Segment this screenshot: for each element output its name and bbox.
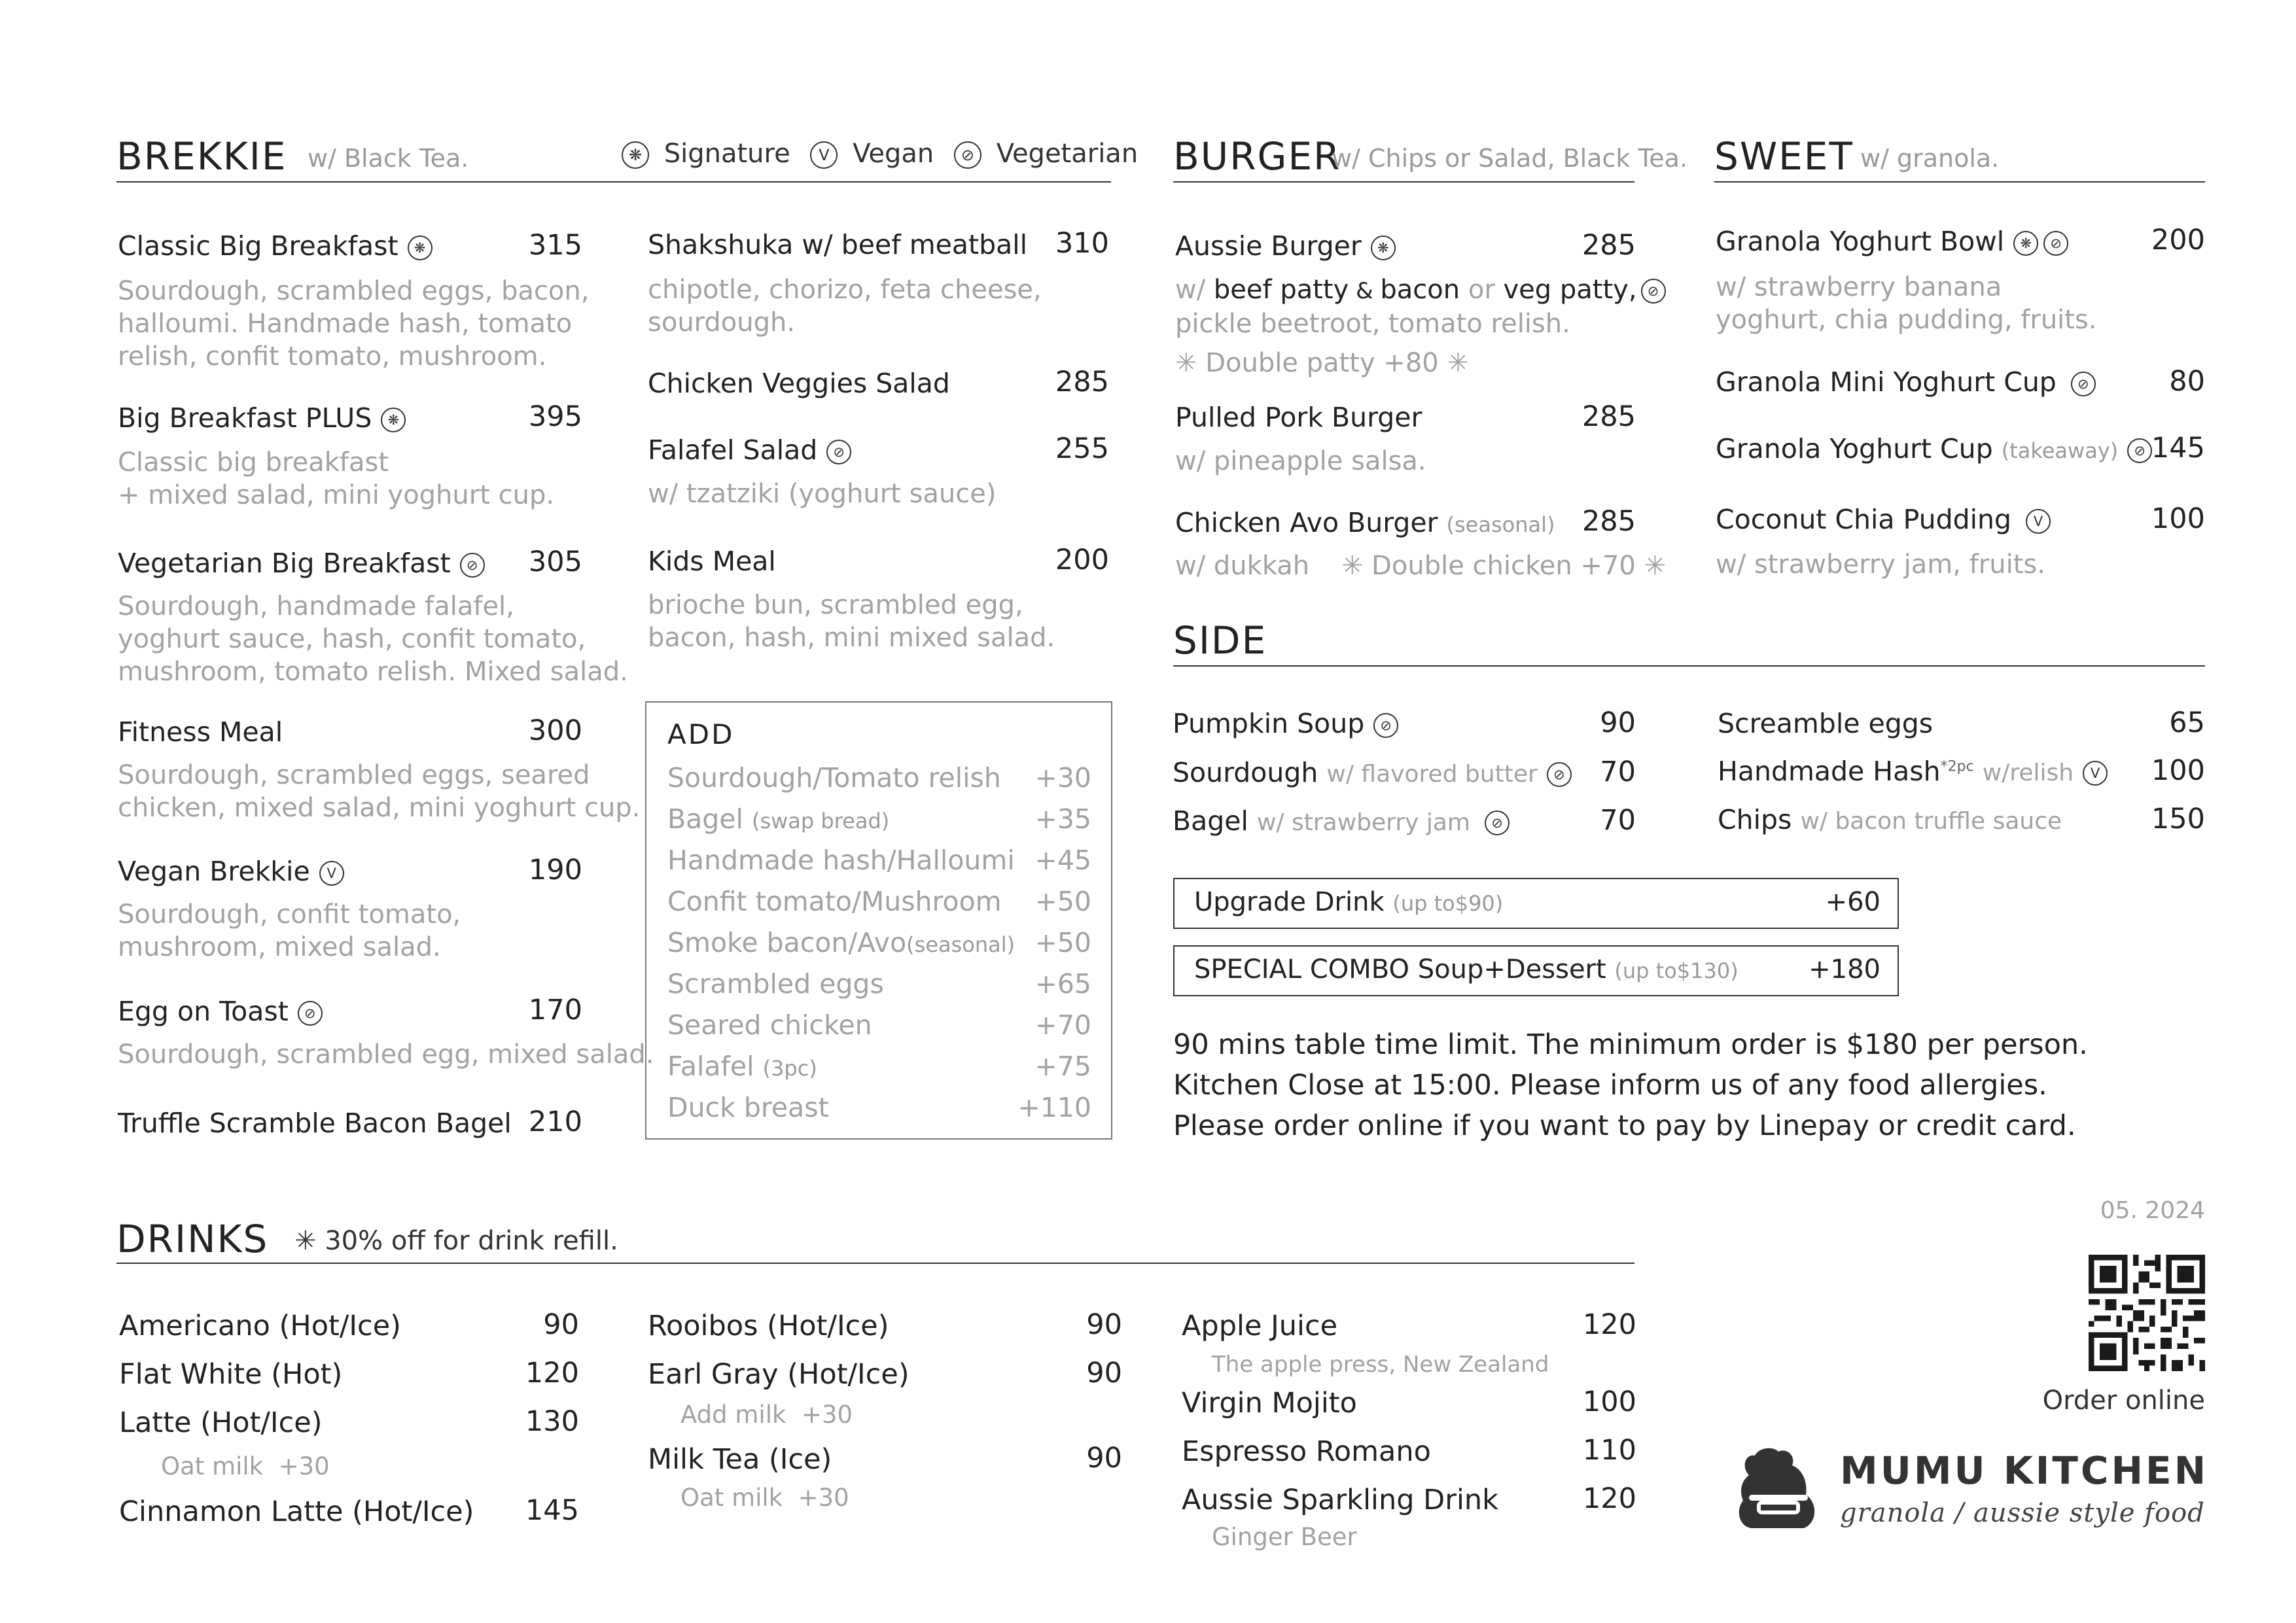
item-pulled-pork-burger	[1175, 402, 1422, 433]
vegetarian-icon: ⊘	[1641, 279, 1666, 304]
item-price: 80	[2169, 365, 2205, 398]
item-description	[648, 273, 1042, 339]
legend	[622, 139, 1138, 169]
item-description	[118, 275, 589, 373]
item-note: w/ strawberry jam	[1256, 809, 1470, 836]
item-name: Handmade Hash	[1718, 756, 1941, 787]
sweet-subtitle: w/ granola.	[1860, 144, 2000, 173]
signature-icon: ❋	[408, 236, 433, 260]
desc-line: Sourdough, handmade falafel,	[118, 591, 514, 621]
item-price: 285	[1581, 400, 1636, 433]
side-item	[1173, 708, 1398, 739]
burger-subtitle: w/ Chips or Salad, Black Tea.	[1332, 144, 1688, 173]
item-name: Truffle Scramble Bacon Bagel	[118, 1108, 512, 1139]
add-item	[667, 1092, 1091, 1123]
item-aussie-burger	[1175, 230, 1396, 262]
vegetarian-icon: ⊘	[2071, 372, 2096, 396]
add-item	[667, 1009, 1091, 1041]
signature-icon: ❋	[622, 141, 649, 169]
item-description	[1716, 271, 2097, 336]
drink-item: Virgin Mojito	[1182, 1387, 1357, 1420]
signature-icon: ❋	[381, 408, 406, 432]
vegetarian-icon: ⊘	[2043, 231, 2068, 256]
vegetarian-icon: ⊘	[1373, 713, 1398, 738]
item-truffle-scramble-bacon-bagel	[118, 1108, 512, 1139]
item-name: Coconut Chia Pudding	[1716, 504, 2012, 535]
item-name: Big Breakfast PLUS	[118, 402, 372, 434]
item-name: Kids Meal	[648, 546, 776, 577]
item-name: Granola Yoghurt Bowl	[1716, 226, 2005, 257]
add-item-note: (seasonal)	[906, 932, 1016, 957]
info-line: Kitchen Close at 15:00. Please inform us of any food allergies.	[1173, 1069, 2047, 1102]
item-price: 70	[1600, 756, 1636, 788]
brand-name: MUMU KITCHEN	[1840, 1448, 2209, 1493]
item-description	[118, 1038, 654, 1071]
add-item	[667, 886, 1091, 917]
item-granola-yoghurt-bowl	[1716, 226, 2068, 257]
item-egg-on-toast	[118, 996, 323, 1027]
info-line: Please order online if you want to pay by Linepay or credit card.	[1173, 1109, 2076, 1142]
item-name: Granola Mini Yoghurt Cup	[1716, 366, 2057, 398]
drink-price: 130	[525, 1405, 579, 1438]
item-price: 210	[528, 1106, 582, 1138]
drink-option	[680, 1401, 853, 1429]
add-item-name: Falafel	[667, 1051, 754, 1082]
item-note: (seasonal)	[1446, 512, 1555, 537]
info-notes	[1173, 1024, 2088, 1146]
item-description	[1175, 550, 1666, 582]
side-item	[1173, 757, 1572, 788]
desc-line: chicken, mixed salad, mini yoghurt cup.	[118, 793, 641, 823]
item-price: 70	[1600, 804, 1636, 837]
desc-line: Sourdough, confit tomato,	[118, 899, 461, 930]
desc-line: w/ tzatziki (yoghurt sauce)	[648, 479, 997, 509]
item-price: 395	[528, 400, 582, 433]
qr-code[interactable]	[2089, 1255, 2205, 1374]
side-item	[1718, 756, 2108, 787]
side-item	[1718, 708, 1933, 739]
item-name: Fitness Meal	[118, 716, 283, 748]
drinks-rule	[116, 1263, 1634, 1264]
item-price: 285	[1581, 229, 1636, 262]
item-superscript: *2pc	[1940, 758, 1974, 775]
drink-price: 90	[543, 1308, 579, 1341]
desc-line: yoghurt sauce, hash, confit tomato,	[118, 624, 586, 654]
item-note: w/ flavored butter	[1326, 761, 1538, 788]
item-big-breakfast-plus	[118, 402, 406, 434]
desc-line: halloumi. Handmade hash, tomato	[118, 309, 573, 339]
desc-line: bacon, hash, mini mixed salad.	[648, 623, 1055, 653]
drink-price: 90	[1086, 1442, 1122, 1475]
item-name: Granola Yoghurt Cup	[1716, 433, 1993, 464]
desc-line	[1175, 273, 1666, 307]
add-item-name: Duck breast	[667, 1092, 829, 1123]
desc-line: Sourdough, scrambled egg, mixed salad.	[118, 1039, 654, 1070]
item-price: 150	[2151, 803, 2205, 835]
drink-subtitle: Ginger Beer	[1212, 1523, 1357, 1551]
item-price: 285	[1055, 366, 1109, 398]
item-price: 100	[2151, 502, 2205, 535]
add-item-note: (swap bread)	[751, 809, 890, 833]
drink-item: Latte (Hot/Ice)	[119, 1406, 323, 1439]
drink-option	[680, 1484, 849, 1512]
vegan-icon: V	[810, 141, 838, 169]
add-item-price: +50	[1034, 886, 1091, 917]
add-item-name: Confit tomato/Mushroom	[667, 886, 1002, 917]
add-item-name: Scrambled eggs	[667, 968, 884, 1000]
desc-line: chipotle, chorizo, feta cheese,	[648, 275, 1042, 305]
add-item	[667, 803, 1091, 835]
add-item-price: +70	[1034, 1009, 1091, 1041]
drink-price: 120	[1582, 1308, 1636, 1341]
item-price: 305	[528, 546, 582, 578]
desc-line: ✳ Double patty +80 ✳	[1175, 348, 1469, 378]
drink-item: Cinnamon Latte (Hot/Ice)	[119, 1495, 474, 1528]
item-name: Shakshuka w/ beef meatball	[648, 229, 1028, 260]
signature-icon: ❋	[2013, 231, 2038, 256]
legend-vegetarian: Vegetarian	[996, 139, 1139, 169]
drink-subtitle: The apple press, New Zealand	[1212, 1352, 1549, 1378]
item-price: 190	[528, 854, 582, 886]
menu-date: 05. 2024	[2100, 1197, 2205, 1224]
desc-amp: &	[1349, 278, 1381, 304]
desc-line: yoghurt, chia pudding, fruits.	[1716, 305, 2097, 335]
desc-line: w/ strawberry jam, fruits.	[1716, 550, 2045, 580]
vegetarian-icon: ⊘	[826, 440, 851, 464]
item-name: Chicken Veggies Salad	[648, 368, 950, 399]
item-description	[1716, 548, 2045, 581]
combo-name2: Dessert	[1505, 954, 1606, 985]
item-chicken-veggies-salad	[648, 368, 950, 399]
item-name: Screamble eggs	[1718, 708, 1934, 739]
item-note: w/relish	[1982, 759, 2074, 786]
desc-w: w/	[1175, 275, 1214, 305]
add-item-price: +75	[1034, 1051, 1091, 1082]
vegetarian-icon: ⊘	[1485, 811, 1510, 835]
item-price: 170	[528, 994, 582, 1026]
item-coconut-chia-pudding	[1716, 504, 2051, 535]
signature-icon: ❋	[1371, 236, 1396, 260]
add-item-name: Sourdough/Tomato relish	[667, 762, 1001, 794]
legend-signature: Signature	[663, 139, 790, 169]
desc-line: Sourdough, scrambled eggs, seared	[118, 760, 590, 790]
combo-label	[1194, 954, 1739, 985]
desc-or: or	[1460, 275, 1504, 305]
add-item-price: +50	[1034, 927, 1091, 958]
item-description	[118, 590, 628, 688]
combo-note: (up to$130)	[1614, 958, 1739, 983]
item-name: Chicken Avo Burger	[1175, 507, 1438, 538]
item-chicken-avo-burger	[1175, 507, 1555, 538]
drinks-subtitle: ✳ 30% off for drink refill.	[294, 1226, 618, 1256]
brekkie-subtitle: w/ Black Tea.	[308, 144, 469, 173]
desc-veg-patty: veg patty,	[1503, 275, 1637, 305]
item-description	[118, 446, 554, 512]
order-online-label: Order online	[2042, 1386, 2205, 1416]
drinks-title: DRINKS	[116, 1217, 269, 1261]
drink-item: Americano (Hot/Ice)	[119, 1310, 401, 1342]
vegan-icon: V	[2026, 509, 2051, 534]
desc-line: mushroom, mixed salad.	[118, 932, 441, 962]
brekkie-title: BREKKIE	[116, 134, 287, 179]
upgrade-name: Upgrade Drink	[1194, 887, 1385, 917]
desc-line: Sourdough, scrambled eggs, bacon,	[118, 276, 590, 306]
brand-tagline: granola / aussie style food	[1840, 1498, 2205, 1528]
desc-line: w/ dukkah	[1175, 551, 1310, 581]
item-price: 285	[1581, 505, 1636, 538]
item-vegan-brekkie	[118, 856, 344, 887]
desc-line: sourdough.	[648, 307, 796, 338]
desc-line: w/ strawberry banana	[1716, 272, 2002, 302]
item-price: 310	[1055, 227, 1109, 260]
side-title: SIDE	[1173, 618, 1267, 663]
drink-price: 90	[1086, 1308, 1122, 1341]
item-note: (takeaway)	[2001, 438, 2119, 463]
drink-price: 110	[1582, 1434, 1636, 1467]
item-price: 90	[1600, 707, 1636, 739]
item-price: 200	[1055, 544, 1109, 576]
drink-item: Espresso Romano	[1182, 1435, 1431, 1468]
add-item-price: +110	[1017, 1092, 1091, 1123]
item-price: 200	[2151, 224, 2205, 256]
item-name: Classic Big Breakfast	[118, 230, 398, 262]
vegetarian-icon: ⊘	[954, 141, 981, 169]
combo-name: SPECIAL COMBO Soup	[1194, 954, 1484, 985]
drink-price: 90	[1086, 1357, 1122, 1389]
drink-item: Flat White (Hot)	[119, 1358, 343, 1391]
drink-price: 120	[525, 1357, 579, 1389]
drink-option-name: Add milk	[680, 1401, 786, 1429]
item-price: 145	[2151, 432, 2205, 464]
add-item-price: +65	[1034, 968, 1091, 1000]
add-item-price: +45	[1034, 845, 1091, 876]
upgrade-price: +60	[1825, 887, 1881, 917]
item-description	[648, 478, 996, 510]
desc-bacon: bacon	[1380, 275, 1460, 305]
drink-item: Apple Juice	[1182, 1310, 1338, 1342]
desc-line: + mixed salad, mini yoghurt cup.	[118, 480, 555, 510]
item-price: 255	[1055, 432, 1109, 465]
vegan-icon: V	[319, 861, 344, 886]
drink-option-name: Oat milk	[680, 1484, 783, 1512]
item-price: 100	[2151, 754, 2205, 787]
desc-line: Classic big breakfast	[118, 447, 389, 478]
special-combo-box	[1173, 945, 1899, 996]
item-description	[1175, 273, 1666, 379]
desc-line: mushroom, tomato relish. Mixed salad.	[118, 657, 628, 687]
item-kids-meal	[648, 546, 776, 577]
sweet-rule	[1714, 181, 2205, 183]
add-item-name: Handmade hash/Halloumi	[667, 845, 1015, 876]
add-item-name: Seared chicken	[667, 1009, 872, 1041]
add-item	[667, 927, 1091, 958]
item-granola-yoghurt-cup	[1716, 433, 2152, 464]
drink-option-price: +30	[801, 1401, 853, 1429]
item-description	[648, 589, 1055, 654]
upgrade-drink-box	[1173, 878, 1899, 929]
item-name: Pumpkin Soup	[1173, 708, 1365, 739]
item-description	[1175, 445, 1426, 478]
item-description	[118, 759, 640, 824]
drink-item: Milk Tea (Ice)	[648, 1443, 832, 1476]
add-item	[667, 1051, 1091, 1082]
item-description	[118, 898, 461, 964]
item-price: 300	[528, 714, 582, 747]
side-item	[1173, 805, 1510, 837]
item-price: 315	[528, 229, 582, 262]
vegetarian-icon: ⊘	[1547, 762, 1572, 787]
item-shakshuka	[648, 229, 1027, 260]
side-rule	[1173, 665, 2205, 667]
drink-option	[161, 1452, 330, 1480]
sweet-title: SWEET	[1714, 134, 1854, 179]
add-item-price: +30	[1034, 762, 1091, 794]
add-title: ADD	[667, 718, 735, 750]
desc-line: ✳ Double chicken +70 ✳	[1341, 551, 1667, 581]
drink-option-price: +30	[798, 1484, 849, 1512]
desc-line: w/ pineapple salsa.	[1175, 446, 1426, 476]
info-line: 90 mins table time limit. The minimum order is $180 per person.	[1173, 1028, 2088, 1061]
item-note: w/ bacon truffle sauce	[1800, 808, 2062, 835]
desc-line: relish, confit tomato, mushroom.	[118, 341, 547, 372]
item-name: Chips	[1718, 804, 1792, 835]
add-item-name: Smoke bacon/Avo	[667, 927, 907, 958]
legend-vegan: Vegan	[853, 139, 934, 169]
vegetarian-icon: ⊘	[2127, 438, 2152, 463]
drink-price: 120	[1582, 1482, 1636, 1515]
upgrade-label	[1194, 887, 1503, 917]
upgrade-note: (up to$90)	[1392, 891, 1504, 916]
item-granola-mini-yoghurt-cup	[1716, 366, 2096, 398]
drink-price: 100	[1582, 1386, 1636, 1418]
item-fitness-meal	[118, 716, 283, 748]
drink-item: Rooibos (Hot/Ice)	[648, 1310, 889, 1342]
desc-line: brioche bun, scrambled egg,	[648, 590, 1023, 620]
add-item-name: Bagel	[667, 803, 743, 835]
brekkie-rule	[116, 181, 1111, 183]
drink-price: 145	[525, 1494, 579, 1527]
drink-item: Earl Gray (Hot/Ice)	[648, 1358, 910, 1391]
item-name: Vegan Brekkie	[118, 856, 310, 887]
item-name: Aussie Burger	[1175, 230, 1362, 262]
bear-logo-icon	[1727, 1438, 1826, 1539]
desc-line: pickle beetroot, tomato relish.	[1175, 309, 1570, 339]
add-item	[667, 762, 1091, 794]
item-name: Sourdough	[1173, 757, 1318, 788]
vegan-icon: V	[2083, 761, 2108, 786]
item-name: Vegetarian Big Breakfast	[118, 548, 451, 579]
drink-option-name: Oat milk	[161, 1452, 264, 1480]
add-item	[667, 968, 1091, 1000]
item-price: 65	[2169, 707, 2205, 739]
drink-option-price: +30	[278, 1452, 330, 1480]
item-name: Falafel Salad	[648, 434, 818, 466]
item-name: Bagel	[1173, 805, 1248, 837]
desc-beef-patty: beef patty	[1213, 275, 1349, 305]
vegetarian-icon: ⊘	[298, 1001, 323, 1026]
combo-price: +180	[1809, 954, 1881, 985]
item-classic-big-breakfast	[118, 230, 433, 262]
burger-rule	[1173, 181, 1634, 183]
burger-title: BURGER	[1173, 134, 1341, 179]
item-falafel-salad	[648, 434, 851, 466]
combo-plus: +	[1483, 954, 1506, 985]
add-item	[667, 845, 1091, 876]
qr-code-icon	[2089, 1255, 2205, 1371]
item-name: Pulled Pork Burger	[1175, 402, 1422, 433]
item-name: Egg on Toast	[118, 996, 289, 1027]
add-item-note: (3pc)	[762, 1056, 817, 1081]
side-item	[1718, 804, 2062, 835]
item-vegetarian-big-breakfast	[118, 548, 485, 579]
vegetarian-icon: ⊘	[460, 553, 485, 578]
add-item-price: +35	[1034, 803, 1091, 835]
drink-item: Aussie Sparkling Drink	[1182, 1484, 1499, 1516]
